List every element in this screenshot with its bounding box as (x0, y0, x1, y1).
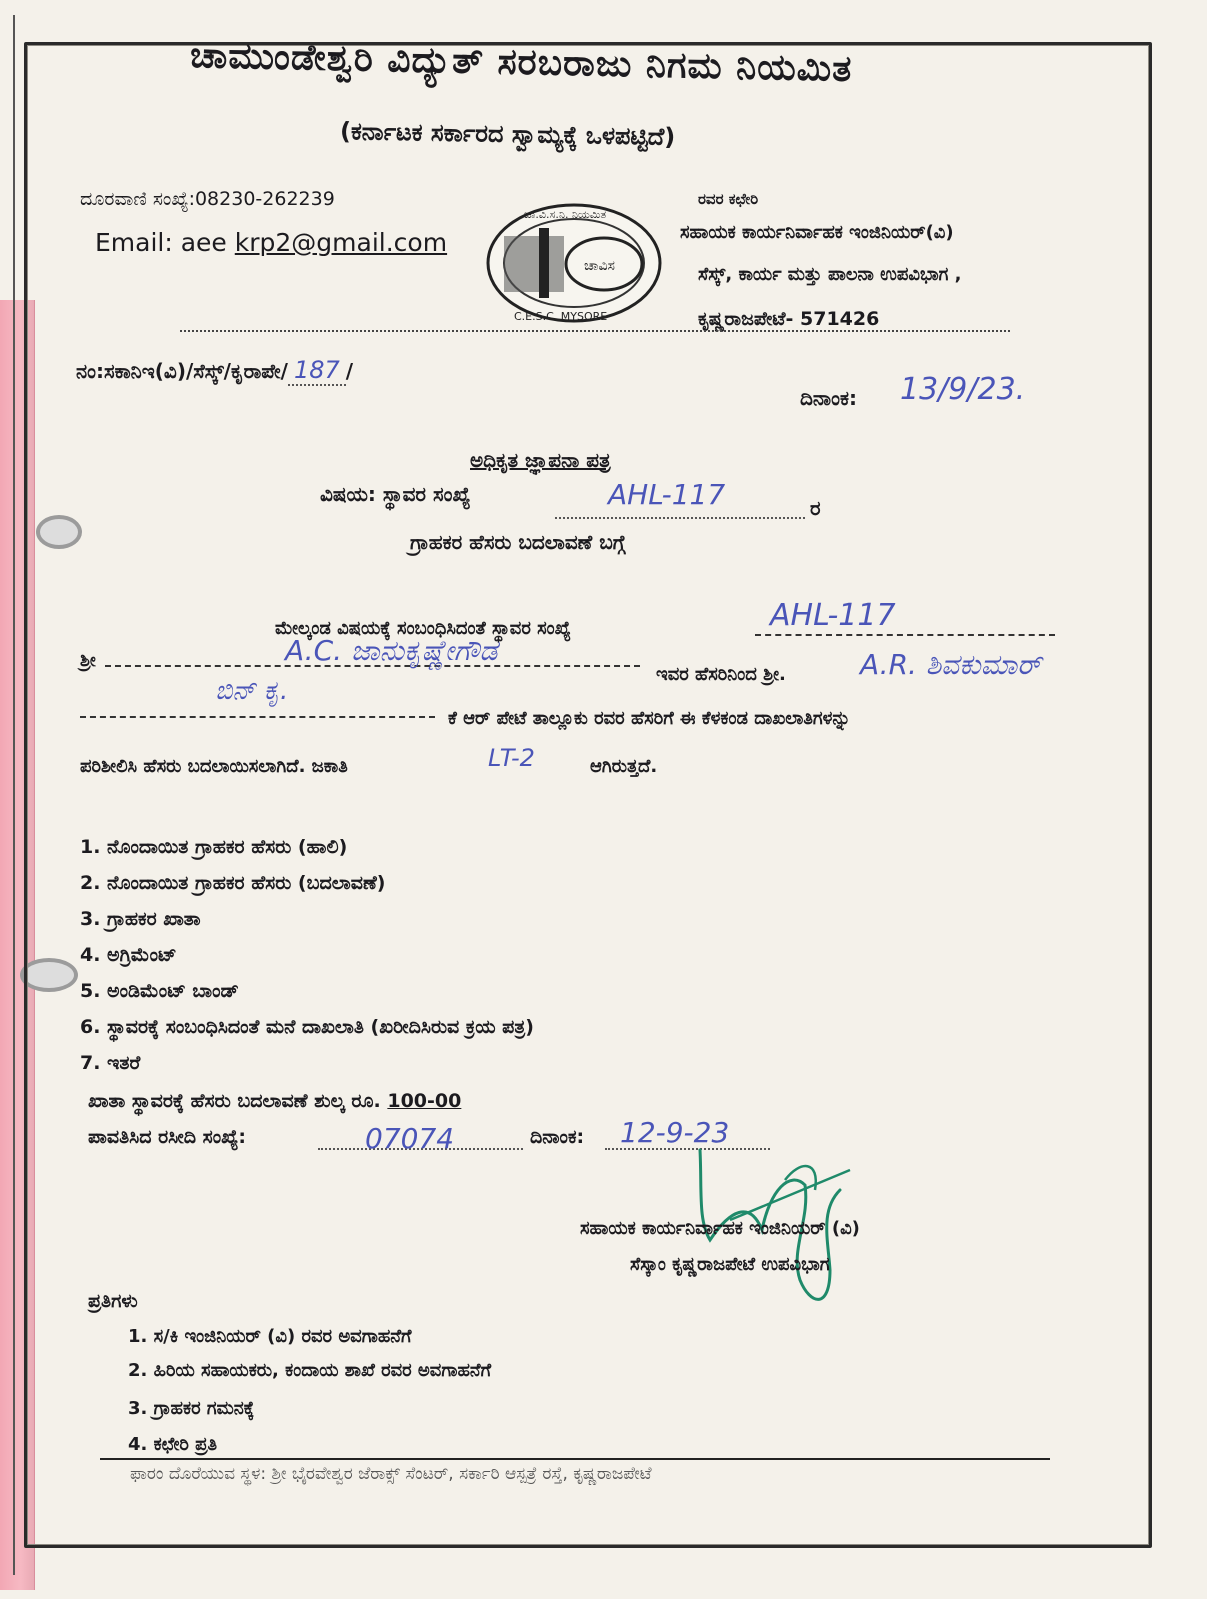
document-item: 4. ಅಗ್ರಿಮೆಂಟ್ (80, 944, 177, 966)
name-transfer-text: ಇವರ ಹೆಸರಿನಿಂದ ಶ್ರೀ. (656, 664, 786, 685)
cesc-logo (484, 198, 664, 328)
receipt-date: 12-9-23 (620, 1116, 730, 1149)
body-installation: AHL-117 (770, 598, 896, 633)
logo-text-bottom: C.E.S.C. MYSORE (514, 310, 608, 323)
phone-number: ದೂರವಾಣಿ ಸಂಖ್ಯೆ:08230-262239 (80, 188, 335, 210)
reference-value: 187 (288, 356, 346, 386)
date-value: 13/9/23. (900, 372, 1026, 407)
document-item: 6. ಸ್ಥಾವರಕ್ಕೆ ಸಂಬಂಧಿಸಿದಂತೆ ಮನೆ ದಾಖಲಾತಿ (ಖರೀದಿಸಿರುವ ಕ್ರಯ ಪತ್ರ) (80, 1016, 534, 1038)
new-name-fill-line (80, 716, 435, 718)
body-line-three: ಕೆ ಆರ್ ಪೇಟೆ ತಾಲ್ಲೂಕು ರವರ ಹೆಸರಿಗೆ ಈ ಕೆಳಕಂಡ ದಾಖಲಾತಿಗಳನ್ನು (448, 708, 851, 729)
date-label: ದಿನಾಂಕ: (800, 386, 857, 410)
receipt-label: ಪಾವತಿಸಿದ ರಸೀದಿ ಸಂಖ್ಯೆ: (88, 1126, 246, 1148)
installation-fill-line (755, 634, 1055, 636)
reference-suffix: / (345, 359, 354, 383)
receipt-date-label: ದಿನಾಂಕ: (530, 1126, 585, 1148)
tariff-value: LT-2 (488, 744, 535, 772)
new-consumer-name-cont: ಬಿನ್ ಕೃ. (215, 676, 289, 706)
signatory-designation: ಸಹಾಯಕ ಕಾರ್ಯನಿರ್ವಾಹಕ ಇಂಜಿನಿಯರ್ (ವಿ) (580, 1218, 860, 1239)
fee-amount: 100-00 (387, 1090, 462, 1112)
letterhead-title: ಚಾಮುಂಡೇಶ್ವರಿ ವಿದ್ಯುತ್ ಸರಬರಾಜು ನಿಗಮ ನಿಯಮಿತ (189, 35, 853, 90)
receipt-number: 07074 (365, 1122, 455, 1155)
reference-number (76, 356, 353, 384)
copy-item: 2. ಹಿರಿಯ ಸಹಾಯಕರು, ಕಂದಾಯ ಶಾಖೆ ರವರ ಅವಗಾಹನೆಗೆ (128, 1360, 492, 1381)
footer-note: ಫಾರಂ ದೊರೆಯುವ ಸ್ಥಳ: ಶ್ರೀ ಭೈರವೇಶ್ವರ ಜೆರಾಕ್ಸ್ ಸೆಂಟರ್, ಸರ್ಕಾರಿ ಆಸ್ಪತ್ರೆ ರಸ್ತೆ, ಕೃಷ್ಣರಾಜಪೇಟೆ (130, 1464, 652, 1484)
document-item: 5. ಅಂಡಿಮೆಂಟ್ ಬಾಂಡ್ (80, 980, 239, 1002)
subject-underline (555, 517, 805, 519)
sri-label: ಶ್ರೀ (80, 650, 96, 671)
copy-item: 1. ಸ/ಕಿ ಇಂಜಿನಿಯರ್ (ವಿ) ರವರ ಅವಗಾಹನೆಗೆ (128, 1326, 412, 1347)
email-line (95, 228, 447, 257)
new-consumer-name: A.R. ಶಿವಕುಮಾರ್ (860, 648, 1042, 681)
email-address[interactable]: krp2@gmail.com (234, 228, 448, 257)
office-designation: ಸಹಾಯಕ ಕಾರ್ಯನಿರ್ವಾಹಕ ಇಂಜಿನಿಯರ್(ವಿ) (680, 222, 954, 243)
body-line-four: ಪರಿಶೀಲಿಸಿ ಹೆಸರು ಬದಲಾಯಿಸಲಾಗಿದೆ. ಜಕಾತಿ (80, 756, 348, 777)
document-item: 2. ನೊಂದಾಯಿತ ಗ್ರಾಹಕರ ಹೆಸರು (ಬದಲಾವಣೆ) (80, 872, 386, 894)
copy-item: 3. ಗ್ರಾಹಕರ ಗಮನಕ್ಕೆ (128, 1398, 255, 1419)
body-para-start: ಮೇಲ್ಕಂಡ ವಿಷಯಕ್ಕೆ ಸಂಬಂಧಿಸಿದಂತೆ ಸ್ಥಾವರ ಸಂಖ್ಯೆ (275, 618, 571, 639)
document-item: 7. ಇತರೆ (80, 1052, 141, 1074)
body-line-four-end: ಆಗಿರುತ್ತದೆ. (590, 756, 658, 777)
svg-text:ಚಾವಿಸ: ಚಾವಿಸ (584, 258, 615, 274)
copy-item: 4. ಕಛೇರಿ ಪ್ರತಿ (128, 1434, 218, 1455)
document-item: 1. ನೊಂದಾಯಿತ ಗ್ರಾಹಕರ ಹೆಸರು (ಹಾಲಿ) (80, 836, 348, 858)
copies-heading: ಪ್ರತಿಗಳು (88, 1290, 138, 1312)
fee-line (88, 1090, 461, 1112)
email-label: Email: aee (95, 228, 235, 257)
reference-label: ನಂ:ಸಕಾನಿಇ(ವಿ)/ಸೆಸ್ಕ್/ಕೃರಾಪೇ/ (76, 359, 288, 383)
subject-label: ವಿಷಯ: ಸ್ಥಾವರ ಸಂಖ್ಯೆ (320, 482, 471, 506)
subject-installation: AHL-117 (608, 478, 726, 511)
header-divider (180, 330, 1010, 332)
footer-divider (100, 1458, 1050, 1460)
office-address: ಕೃಷ್ಣರಾಜಪೇಟೆ- 571426 (698, 308, 880, 330)
office-subdivision: ಸೆಸ್ಕ್, ಕಾರ್ಯ ಮತ್ತು ಪಾಲನಾ ಉಪವಿಭಾಗ , (698, 264, 962, 285)
memo-heading: ಅಧಿಕೃತ ಜ್ಞಾಪನಾ ಪತ್ರ (470, 448, 611, 472)
office-label: ರವರ ಕಛೇರಿ (698, 190, 759, 208)
old-consumer-name: A.C. ಜಾನುಕೃಷ್ಣೇಗೌಡ (285, 634, 498, 667)
fee-label: ಖಾತಾ ಸ್ಥಾವರಕ್ಕೆ ಹೆಸರು ಬದಲಾವಣೆ ಶುಲ್ಕ ರೂ. (88, 1090, 381, 1112)
subject-line-two: ಗ್ರಾಹಕರ ಹೆಸರು ಬದಲಾವಣೆ ಬಗ್ಗೆ (410, 530, 626, 554)
document-item: 3. ಗ್ರಾಹಕರ ಖಾತಾ (80, 908, 201, 930)
letterhead-subtitle: (ಕರ್ನಾಟಕ ಸರ್ಕಾರದ ಸ್ವಾಮ್ಯಕ್ಕೆ ಒಳಪಟ್ಟಿದೆ) (339, 117, 676, 151)
logo-text-top: ಚಾ.ವಿ.ಸ.ನಿ. ನಿಯಮಿತ (524, 208, 607, 221)
subject-suffix: ರ (810, 496, 821, 520)
signatory-office: ಸೆಸ್ಕಾಂ ಕೃಷ್ಣರಾಜಪೇಟೆ ಉಪವಿಭಾಗ (630, 1254, 830, 1275)
